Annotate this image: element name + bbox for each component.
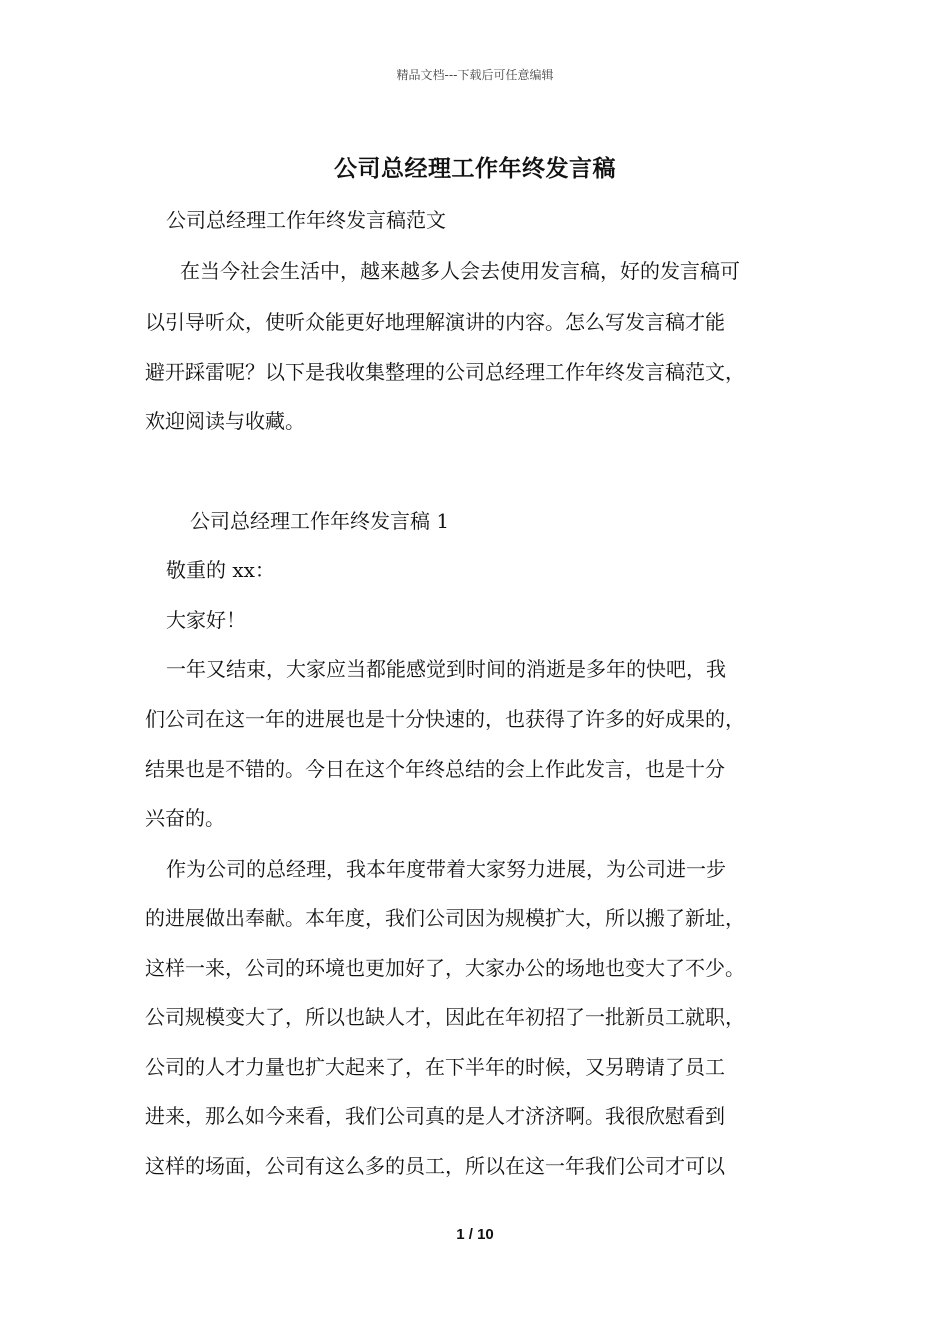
paragraph-line: 兴奋的。 bbox=[145, 806, 225, 830]
intro-line: 在当今社会生活中，越来越多人会去使用发言稿，好的发言稿可 bbox=[180, 259, 740, 283]
page-number: 1 / 10 bbox=[456, 1226, 494, 1243]
greeting: 大家好！ bbox=[166, 608, 246, 632]
paragraph-line: 进来，那么如今来看，我们公司真的是人才济济啊。我很欣慰看到 bbox=[145, 1104, 725, 1128]
paragraph-line: 一年又结束，大家应当都能感觉到时间的消逝是多年的快吧，我 bbox=[166, 657, 726, 681]
paragraph-line: 公司的人才力量也扩大起来了，在下半年的时候，又另聘请了员工 bbox=[145, 1055, 725, 1079]
intro-line: 欢迎阅读与收藏。 bbox=[145, 409, 305, 433]
intro-line: 以引导听众，使听众能更好地理解演讲的内容。怎么写发言稿才能 bbox=[145, 310, 725, 334]
paragraph-line: 这样一来，公司的环境也更加好了，大家办公的场地也变大了不少。 bbox=[145, 956, 745, 980]
paragraph-line: 的进展做出奉献。本年度，我们公司因为规模扩大，所以搬了新址， bbox=[145, 906, 745, 930]
document-subtitle: 公司总经理工作年终发言稿范文 bbox=[166, 208, 446, 232]
intro-line: 避开踩雷呢？以下是我收集整理的公司总经理工作年终发言稿范文， bbox=[145, 360, 745, 384]
paragraph-line: 这样的场面，公司有这么多的员工，所以在这一年我们公司才可以 bbox=[145, 1154, 725, 1178]
section-heading: 公司总经理工作年终发言稿 1 bbox=[190, 509, 450, 533]
paragraph-line: 公司规模变大了，所以也缺人才，因此在年初招了一批新员工就职， bbox=[145, 1005, 745, 1029]
document-title: 公司总经理工作年终发言稿 bbox=[334, 155, 616, 182]
paragraph-line: 作为公司的总经理，我本年度带着大家努力进展，为公司进一步 bbox=[166, 857, 726, 881]
paragraph-line: 结果也是不错的。今日在这个年终总结的会上作此发言，也是十分 bbox=[145, 757, 725, 781]
paragraph-line: 们公司在这一年的进展也是十分快速的，也获得了许多的好成果的， bbox=[145, 707, 745, 731]
page-header-note: 精品文档---下载后可任意编辑 bbox=[396, 68, 554, 82]
salutation: 敬重的 xx： bbox=[166, 558, 275, 582]
